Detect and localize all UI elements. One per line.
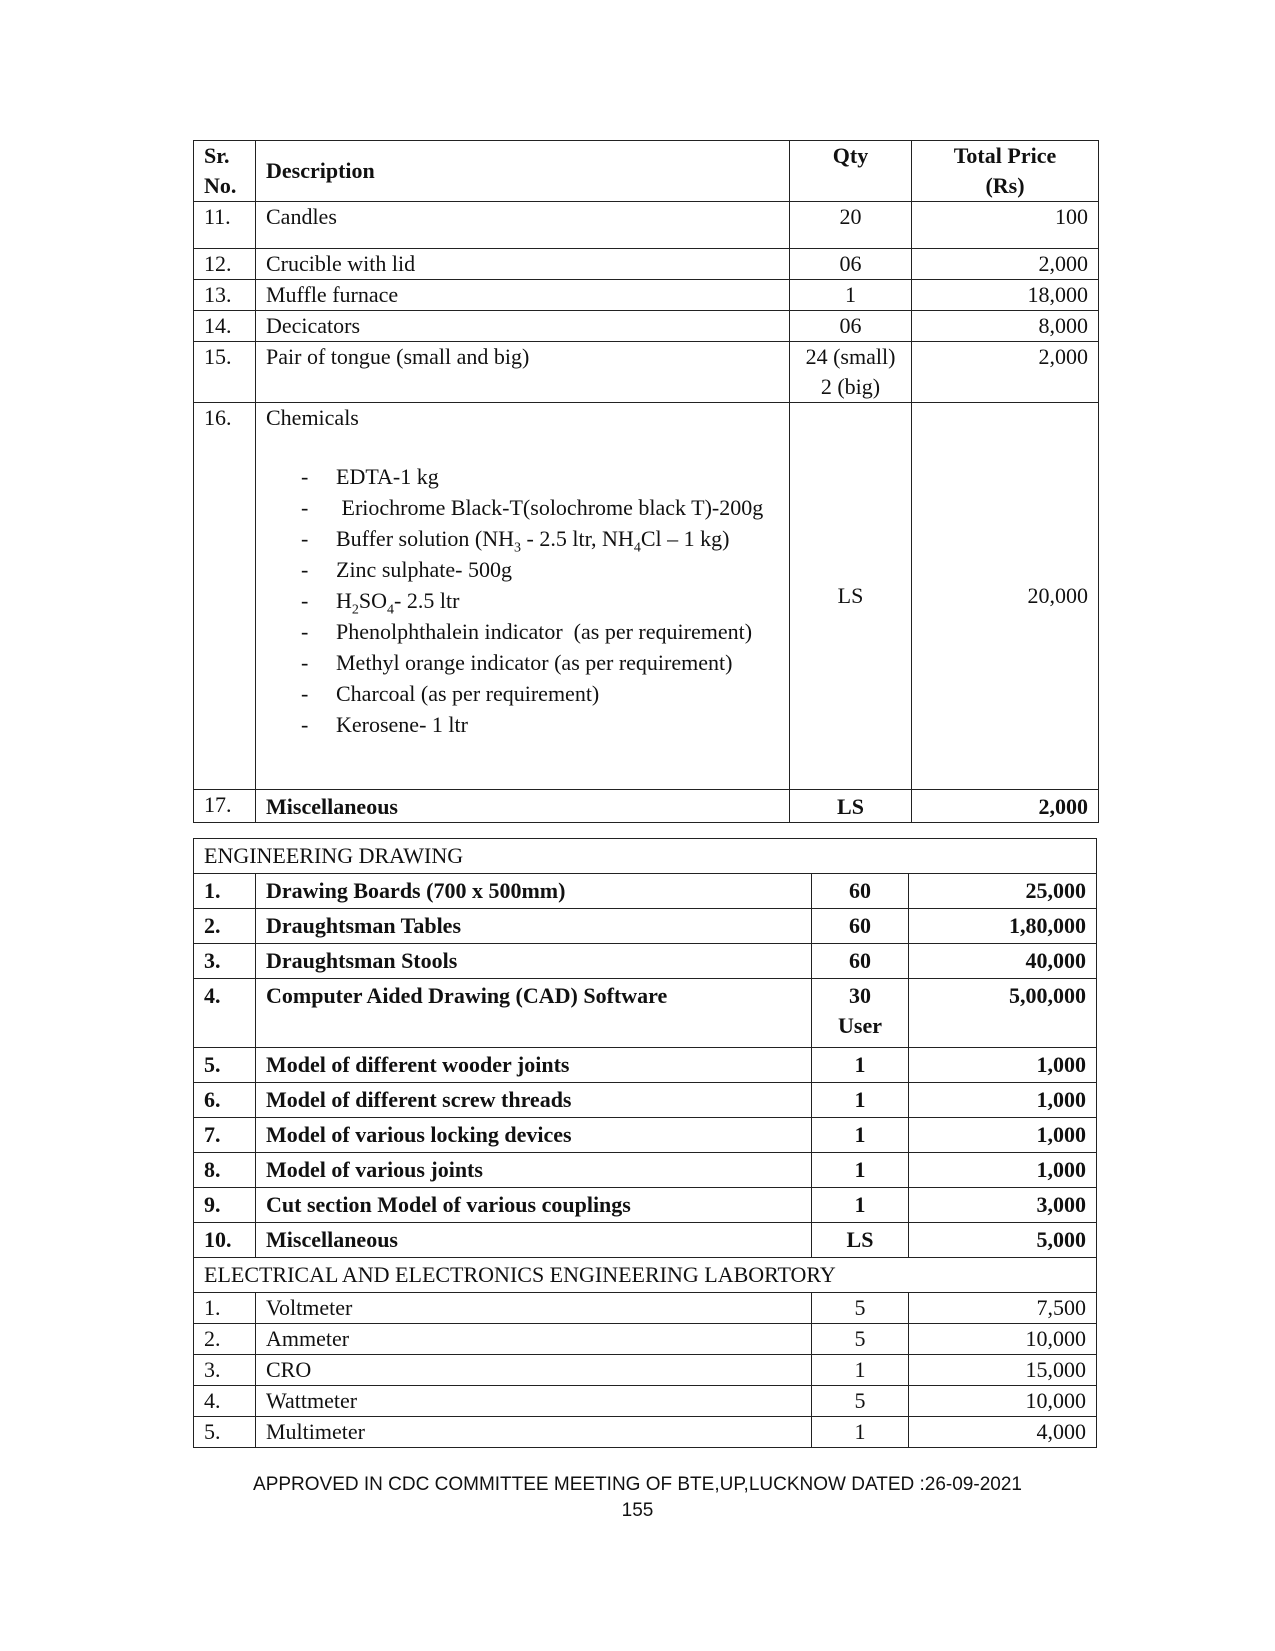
qty-line: 2 (big) — [820, 374, 881, 399]
row-price: 2,000 — [912, 249, 1099, 280]
row-price: 1,000 — [909, 1118, 1097, 1153]
row-qty: LS — [790, 403, 912, 790]
table-row — [194, 944, 1097, 979]
table-row — [194, 280, 1099, 311]
row-description: Voltmeter — [256, 1293, 812, 1324]
row-qty: 60 — [812, 874, 909, 909]
row-sr: 12. — [194, 249, 256, 280]
row-price: 15,000 — [909, 1355, 1097, 1386]
row-sr: 4. — [194, 979, 256, 1048]
chemicals-description — [256, 403, 790, 790]
row-sr: 15. — [194, 342, 256, 403]
row-price: 2,000 — [912, 790, 1099, 823]
row-description: Model of various joints — [256, 1153, 812, 1188]
row-sr: 1. — [194, 1293, 256, 1324]
row-qty: 1 — [812, 1188, 909, 1223]
row-qty: 1 — [812, 1153, 909, 1188]
row-qty: 06 — [790, 311, 912, 342]
row-qty: LS — [790, 790, 912, 823]
row-qty: 1 — [812, 1118, 909, 1153]
row-price: 5,00,000 — [909, 979, 1097, 1048]
row-sr: 5. — [194, 1048, 256, 1083]
table-header-row — [194, 141, 1099, 202]
table-row — [194, 1386, 1097, 1417]
qty-line: 30 — [849, 983, 871, 1008]
row-qty: 60 — [812, 944, 909, 979]
row-qty: 06 — [790, 249, 912, 280]
section-title-electrical-lab: ELECTRICAL AND ELECTRONICS ENGINEERING LABORTORY — [194, 1258, 1097, 1293]
row-price: 100 — [912, 202, 1099, 249]
table-row — [194, 1293, 1097, 1324]
row-qty: 5 — [812, 1324, 909, 1355]
row-sr: 5. — [194, 1417, 256, 1448]
list-item: - Kerosene- 1 ltr — [301, 710, 779, 741]
list-item: - Charcoal (as per requirement) — [301, 679, 779, 710]
approval-footer: APPROVED IN CDC COMMITTEE MEETING OF BTE,UP,LUCKNOW DATED :26-09-2021 — [253, 1474, 1022, 1495]
row-qty: 1 — [812, 1355, 909, 1386]
row-description: Miscellaneous — [256, 1223, 812, 1258]
row-qty: 1 — [812, 1083, 909, 1118]
table-row — [194, 790, 1099, 823]
table-row — [194, 1153, 1097, 1188]
row-sr: 2. — [194, 1324, 256, 1355]
row-description: Ammeter — [256, 1324, 812, 1355]
table-row — [194, 1355, 1097, 1386]
row-description: Pair of tongue (small and big) — [256, 342, 790, 403]
chemicals-title: Chemicals — [266, 405, 359, 430]
row-description: Model of various locking devices — [256, 1118, 812, 1153]
list-item: - EDTA-1 kg — [301, 462, 779, 493]
table-row — [194, 1048, 1097, 1083]
row-description: Computer Aided Drawing (CAD) Software — [256, 979, 812, 1048]
row-price: 10,000 — [909, 1386, 1097, 1417]
row-description: Candles — [256, 202, 790, 249]
chemicals-list — [266, 462, 779, 741]
table-row — [194, 1324, 1097, 1355]
table-row — [194, 311, 1099, 342]
row-sr: 4. — [194, 1386, 256, 1417]
row-price: 2,000 — [912, 342, 1099, 403]
row-qty: LS — [812, 1223, 909, 1258]
row-qty: 5 — [812, 1293, 909, 1324]
row-price: 3,000 — [909, 1188, 1097, 1223]
row-price: 4,000 — [909, 1417, 1097, 1448]
row-sr: 14. — [194, 311, 256, 342]
row-qty: 1 — [790, 280, 912, 311]
table-row — [194, 342, 1099, 403]
row-price: 7,500 — [909, 1293, 1097, 1324]
page-number: 155 — [621, 1500, 654, 1521]
list-item: - Phenolphthalein indicator (as per requirement) — [301, 617, 779, 648]
row-sr: 3. — [194, 1355, 256, 1386]
table-row — [194, 979, 1097, 1048]
row-description: Drawing Boards (700 x 500mm) — [256, 874, 812, 909]
list-item: - Eriochrome Black-T(solochrome black T)-200g — [301, 493, 779, 524]
header-qty: Qty — [790, 141, 912, 202]
row-sr: 11. — [194, 202, 256, 249]
row-sr: 1. — [194, 874, 256, 909]
section-title-engineering-drawing: ENGINEERING DRAWING — [194, 839, 1097, 874]
table-row — [194, 1083, 1097, 1118]
row-qty: 5 — [812, 1386, 909, 1417]
row-sr: 17. — [194, 790, 256, 823]
header-total-price: Total Price (Rs) — [912, 141, 1099, 202]
row-price: 18,000 — [912, 280, 1099, 311]
row-description: Muffle furnace — [256, 280, 790, 311]
chemicals-row — [194, 403, 1099, 790]
header-description: Description — [256, 141, 790, 202]
row-price: 1,000 — [909, 1083, 1097, 1118]
row-description: Crucible with lid — [256, 249, 790, 280]
table-row — [194, 249, 1099, 280]
table-row — [194, 202, 1099, 249]
row-description: Model of different screw threads — [256, 1083, 812, 1118]
row-description: CRO — [256, 1355, 812, 1386]
row-qty: 1 — [812, 1048, 909, 1083]
header-sr-no: Sr. No. — [194, 141, 256, 202]
row-sr: 13. — [194, 280, 256, 311]
list-item: - $H_2SO_4-$ 2.5 ltr — [301, 586, 779, 617]
qty-line: 24 (small) — [805, 344, 896, 369]
table-row — [194, 909, 1097, 944]
list-item: - Zinc sulphate- 500g — [301, 555, 779, 586]
row-sr: 8. — [194, 1153, 256, 1188]
row-price: 40,000 — [909, 944, 1097, 979]
row-sr: 7. — [194, 1118, 256, 1153]
row-description: Cut section Model of various couplings — [256, 1188, 812, 1223]
row-qty — [812, 979, 909, 1048]
list-item: - Buffer solution ($NH_3 - 2.5$ ltr, $NH_4Cl - 1$ kg) — [301, 524, 779, 555]
list-item: - Methyl orange indicator (as per requirement) — [301, 648, 779, 679]
row-description: Draughtsman Stools — [256, 944, 812, 979]
table-row — [194, 1417, 1097, 1448]
qty-line: User — [838, 1013, 882, 1038]
row-sr: 2. — [194, 909, 256, 944]
table-row — [194, 874, 1097, 909]
section-heading-row — [194, 1258, 1097, 1293]
table-row — [194, 1188, 1097, 1223]
section-heading-row — [194, 839, 1097, 874]
row-qty: 20 — [790, 202, 912, 249]
row-qty: 60 — [812, 909, 909, 944]
row-sr: 9. — [194, 1188, 256, 1223]
row-sr: 16. — [194, 403, 256, 790]
row-price: 20,000 — [912, 403, 1099, 790]
row-sr: 10. — [194, 1223, 256, 1258]
row-description: Decicators — [256, 311, 790, 342]
row-description: Draughtsman Tables — [256, 909, 812, 944]
row-price: 25,000 — [909, 874, 1097, 909]
row-sr: 3. — [194, 944, 256, 979]
equipment-table-chemistry — [193, 140, 1099, 823]
row-price: 1,000 — [909, 1153, 1097, 1188]
row-price: 8,000 — [912, 311, 1099, 342]
row-description: Wattmeter — [256, 1386, 812, 1417]
row-sr: 6. — [194, 1083, 256, 1118]
row-price: 5,000 — [909, 1223, 1097, 1258]
row-price: 1,000 — [909, 1048, 1097, 1083]
row-qty: 1 — [812, 1417, 909, 1448]
row-description: Model of different wooder joints — [256, 1048, 812, 1083]
row-description: Miscellaneous — [256, 790, 790, 823]
table-row — [194, 1223, 1097, 1258]
row-qty — [790, 342, 912, 403]
row-description: Multimeter — [256, 1417, 812, 1448]
row-price: 10,000 — [909, 1324, 1097, 1355]
table-row — [194, 1118, 1097, 1153]
equipment-table-drawing-electrical — [193, 838, 1097, 1448]
row-price: 1,80,000 — [909, 909, 1097, 944]
